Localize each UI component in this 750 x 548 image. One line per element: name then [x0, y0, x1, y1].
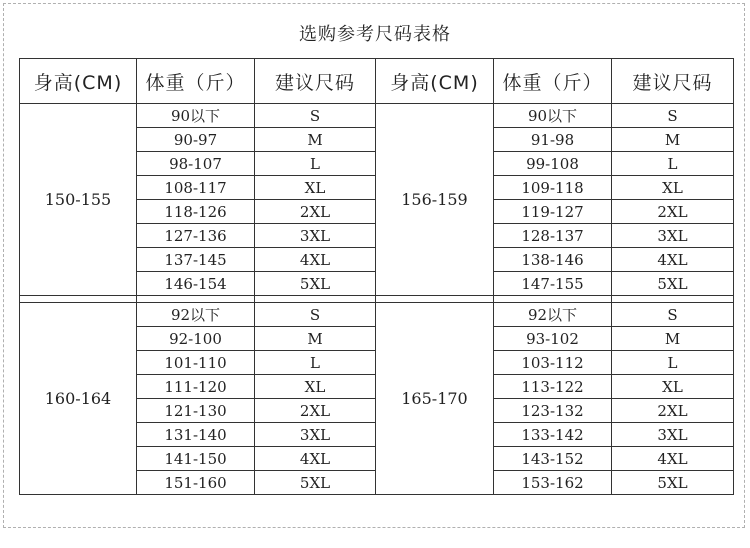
weight-range-cell: 108-117 [137, 176, 255, 200]
weight-range-cell: 137-145 [137, 248, 255, 272]
header-row [20, 59, 734, 104]
header-size-left: 建议尺码 [255, 59, 376, 104]
size-cell: XL [612, 176, 734, 200]
weight-range-cell: 121-130 [137, 399, 255, 423]
weight-range-cell: 92以下 [494, 303, 612, 327]
size-cell: 4XL [255, 447, 376, 471]
size-cell: L [255, 351, 376, 375]
weight-range-cell: 92以下 [137, 303, 255, 327]
page-title: 选购参考尺码表格 [299, 24, 451, 45]
size-cell: 3XL [255, 224, 376, 248]
header-height-left: 身高(CM) [20, 59, 137, 104]
weight-range-cell: 92-100 [137, 327, 255, 351]
header-size-right: 建议尺码 [612, 59, 734, 104]
height-range-cell: 165-170 [376, 303, 494, 495]
size-cell: M [255, 128, 376, 152]
weight-range-cell: 153-162 [494, 471, 612, 495]
weight-range-cell: 119-127 [494, 200, 612, 224]
size-cell: 3XL [612, 224, 734, 248]
weight-range-cell: 127-136 [137, 224, 255, 248]
size-cell: 2XL [255, 200, 376, 224]
weight-range-cell: 109-118 [494, 176, 612, 200]
size-cell: L [612, 351, 734, 375]
size-cell: 2XL [612, 200, 734, 224]
weight-range-cell: 103-112 [494, 351, 612, 375]
weight-range-cell: 146-154 [137, 272, 255, 296]
weight-range-cell: 91-98 [494, 128, 612, 152]
size-cell: S [612, 104, 734, 128]
size-chart-table [19, 58, 734, 495]
size-cell: 2XL [612, 399, 734, 423]
separator-cell [612, 296, 734, 303]
size-cell: 4XL [612, 447, 734, 471]
weight-range-cell: 131-140 [137, 423, 255, 447]
size-cell: 4XL [612, 248, 734, 272]
weight-range-cell: 151-160 [137, 471, 255, 495]
table-row [20, 303, 734, 327]
weight-range-cell: 133-142 [494, 423, 612, 447]
weight-range-cell: 143-152 [494, 447, 612, 471]
size-cell: 5XL [612, 471, 734, 495]
height-range-cell: 160-164 [20, 303, 137, 495]
size-cell: M [255, 327, 376, 351]
weight-range-cell: 99-108 [494, 152, 612, 176]
separator-cell [376, 296, 494, 303]
weight-range-cell: 90-97 [137, 128, 255, 152]
header-weight-left: 体重（斤） [137, 59, 255, 104]
size-cell: 5XL [612, 272, 734, 296]
size-cell: 5XL [255, 471, 376, 495]
separator-cell [255, 296, 376, 303]
size-cell: 3XL [255, 423, 376, 447]
weight-range-cell: 113-122 [494, 375, 612, 399]
height-range-cell: 156-159 [376, 104, 494, 296]
size-cell: 3XL [612, 423, 734, 447]
weight-range-cell: 90以下 [494, 104, 612, 128]
header-height-right: 身高(CM) [376, 59, 494, 104]
weight-range-cell: 128-137 [494, 224, 612, 248]
weight-range-cell: 138-146 [494, 248, 612, 272]
size-cell: 4XL [255, 248, 376, 272]
size-cell: S [612, 303, 734, 327]
weight-range-cell: 98-107 [137, 152, 255, 176]
size-cell: 2XL [255, 399, 376, 423]
size-cell: XL [612, 375, 734, 399]
size-cell: M [612, 128, 734, 152]
weight-range-cell: 93-102 [494, 327, 612, 351]
size-cell: L [255, 152, 376, 176]
size-cell: L [612, 152, 734, 176]
table-row [20, 104, 734, 128]
separator-cell [494, 296, 612, 303]
weight-range-cell: 101-110 [137, 351, 255, 375]
size-chart-body [20, 104, 734, 495]
weight-range-cell: 141-150 [137, 447, 255, 471]
header-weight-right: 体重（斤） [494, 59, 612, 104]
weight-range-cell: 90以下 [137, 104, 255, 128]
weight-range-cell: 123-132 [494, 399, 612, 423]
weight-range-cell: 111-120 [137, 375, 255, 399]
size-cell: S [255, 303, 376, 327]
weight-range-cell: 118-126 [137, 200, 255, 224]
size-cell: 5XL [255, 272, 376, 296]
separator-cell [137, 296, 255, 303]
weight-range-cell: 147-155 [494, 272, 612, 296]
size-cell: XL [255, 176, 376, 200]
size-cell: XL [255, 375, 376, 399]
size-cell: S [255, 104, 376, 128]
separator-cell [20, 296, 137, 303]
height-range-cell: 150-155 [20, 104, 137, 296]
size-cell: M [612, 327, 734, 351]
separator-row [20, 296, 734, 303]
